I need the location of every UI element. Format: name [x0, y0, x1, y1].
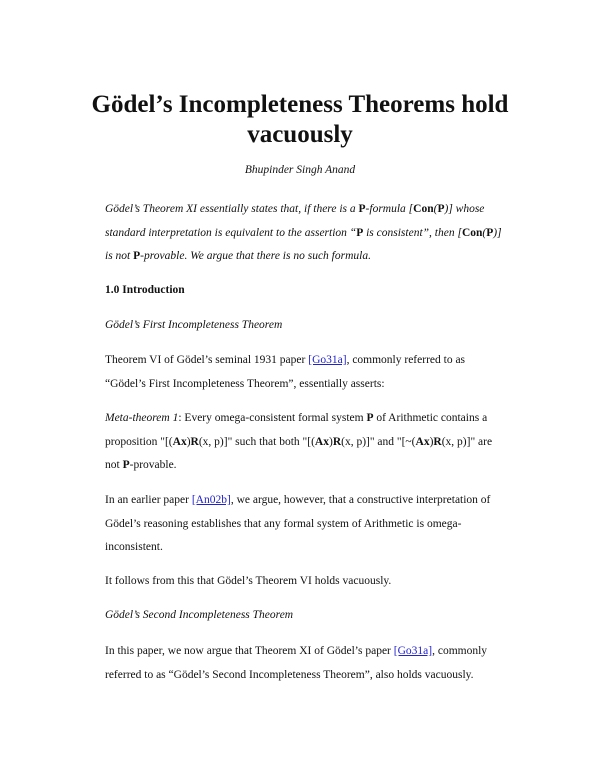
- reference-link-go31a[interactable]: [Go31a]: [308, 354, 347, 366]
- meta-theorem-label: Meta-theorem 1: [105, 412, 179, 424]
- paragraph-theorem-xi: In this paper, we now argue that Theorem XI of Gödel’s paper [Go31a], commonly referred to as “Gödel’s Second Incompleteness Theorem”, also holds vacuously.: [105, 645, 488, 681]
- reference-link-go31a-second[interactable]: [Go31a]: [393, 645, 433, 657]
- paragraph-earlier-paper: In an earlier paper [An02b], we argue, however, that a constructive interpretation of Gödel’s reasoning establishes that any formal system of Arithmetic is omega-inconsistent.: [105, 494, 491, 553]
- paragraph-theorem-vi: Theorem VI of Gödel’s seminal 1931 paper [Go31a], commonly referred to as “Gödel’s First Incompleteness Theorem”, essentially asserts:: [105, 354, 466, 390]
- subheading-second-theorem: Gödel’s Second Incompleteness Theorem: [105, 609, 294, 621]
- paragraph-meta-theorem: Meta-theorem 1: Every omega-consistent formal system P of Arithmetic contains a proposition "[(Ax)R(x, p)]" such that both "[(Ax)R(x, p)]" and "[~(Ax)R(x, p)]" are not P-provable.: [105, 412, 493, 471]
- paper-title: Gödel’s Incompleteness Theorems hold vacuously: [91, 91, 509, 148]
- subheading-first-theorem: Gödel’s First Incompleteness Theorem: [105, 319, 283, 331]
- reference-link-an02b[interactable]: [An02b]: [191, 494, 231, 506]
- paragraph-vacuous-vi: It follows from this that Gödel’s Theorem VI holds vacuously.: [105, 575, 392, 587]
- section-heading-introduction: 1.0 Introduction: [105, 284, 185, 296]
- abstract: Gödel’s Theorem XI essentially states that, if there is a P-formula [Con(P)] whose standard interpretation is equivalent to the assertion “P is consistent”, then [Con(P)] is not P-provable. We argue that there is no such formula.: [105, 203, 502, 262]
- paper-author: Bhupinder Singh Anand: [244, 164, 356, 176]
